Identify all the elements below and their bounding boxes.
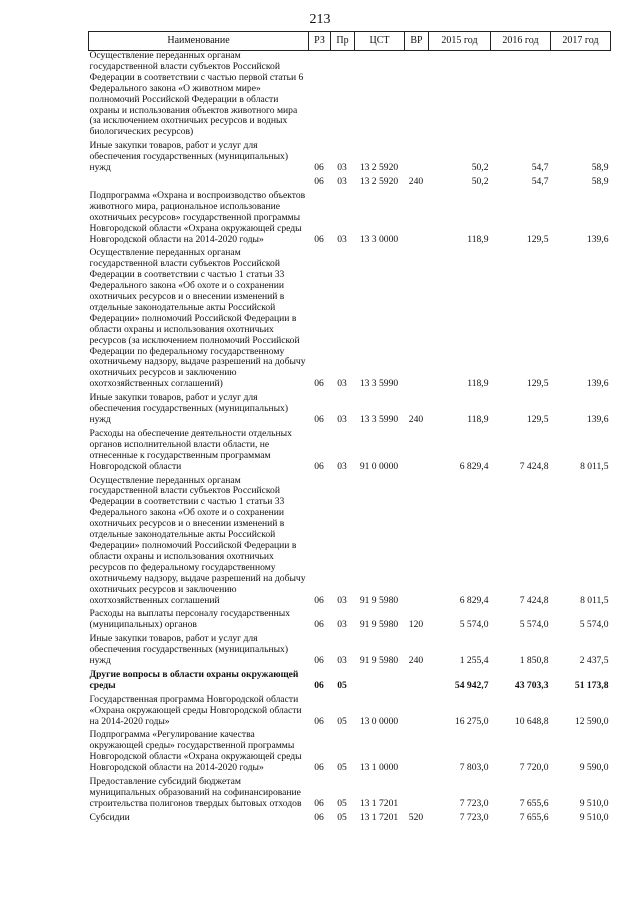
- header-cst: ЦСТ: [355, 32, 405, 51]
- cell-cst: 13 1 0000: [359, 762, 399, 774]
- cell-rz: 06: [314, 162, 324, 174]
- cell-name: Иные закупки товаров, работ и услуг для обеспечения государственных (муниципальных) нужд: [89, 633, 289, 667]
- cell-pr: 05: [337, 797, 347, 809]
- cell-name: [89, 177, 309, 191]
- cell-rz: 06: [314, 715, 324, 727]
- cell-name: Расходы на выплаты персоналу государственных (муниципальных) органов: [89, 608, 291, 631]
- table-row: [89, 476, 611, 610]
- cell-2015: 5 574,0: [459, 619, 489, 631]
- cell-vr: [405, 429, 429, 476]
- table-row: [89, 777, 611, 813]
- cell-rz: 06: [314, 619, 324, 631]
- cell-name: Подпрограмма «Охрана и воспроизводство объектов животного мира, рациональное использование охотничьих ресурсов» государственной программы Новгородской области «Охрана окружающей среды Новгородской области на 2014-2020 годы»: [89, 189, 306, 245]
- cell-rz: 06: [314, 594, 324, 606]
- cell-cst: 91 9 5980: [359, 594, 399, 606]
- cell-vr: 120: [408, 619, 424, 631]
- cell-2015: 118,9: [467, 414, 489, 425]
- cell-rz: 06: [314, 679, 324, 691]
- cell-rz: 06: [314, 233, 324, 245]
- cell-2017: 2 437,5: [579, 655, 609, 667]
- table-body: [89, 51, 611, 827]
- cell-2017: 58,9: [591, 162, 609, 174]
- cell-pr: 03: [337, 460, 347, 472]
- cell-cst: 91 9 5980: [359, 619, 399, 631]
- cell-2015: 54 942,7: [454, 679, 489, 691]
- cell-2017: 9 590,0: [579, 762, 609, 774]
- table-row: [89, 191, 611, 249]
- cell-2017: 9 510,0: [579, 811, 609, 823]
- cell-pr: [331, 51, 355, 142]
- header-name: Наименование: [89, 32, 309, 51]
- cell-vr: 240: [408, 655, 424, 667]
- cell-2017: 8 011,5: [580, 460, 609, 472]
- cell-2015: 7 723,0: [459, 797, 489, 809]
- cell-name: Осуществление переданных органам государственной власти субъектов Российской Федерации в соответствии с частью первой статьи 6 Федерального закона «О животном мире» полномочий Российской Федерации в области охраны и использования объектов животного мира (за исключением охотничьих ресурсов и водных биологических ресурсов): [89, 50, 304, 138]
- cell-2016: 54,7: [531, 175, 549, 187]
- table-row: [89, 813, 611, 827]
- cell-2016: 7 655,6: [519, 811, 549, 823]
- cell-2015: 118,9: [467, 378, 489, 390]
- cell-vr: [405, 730, 429, 777]
- table-row: [89, 609, 611, 634]
- cell-2016: 7 720,0: [519, 762, 549, 774]
- cell-2016: 129,5: [526, 414, 549, 425]
- cell-rz: 06: [314, 655, 324, 667]
- table-row: [89, 429, 611, 476]
- page-number: 213: [309, 12, 331, 27]
- cell-cst: 13 2 5920: [359, 175, 399, 187]
- cell-2017: 58,9: [591, 175, 609, 187]
- cell-2017: 139,6: [586, 233, 609, 245]
- cell-2017: 5 574,0: [579, 619, 609, 631]
- cell-2017: 139,6: [586, 414, 609, 425]
- cell-vr: 240: [408, 414, 424, 425]
- cell-2015: 118,9: [467, 233, 489, 245]
- cell-2015: 50,2: [471, 175, 489, 187]
- cell-name: Государственная программа Новгородской области «Охрана окружающей среды Новгородской области на 2014-2020 годы»: [89, 693, 302, 727]
- cell-2017: 9 510,0: [579, 797, 609, 809]
- cell-cst: 91 9 5980: [359, 655, 399, 667]
- cell-vr: [405, 191, 429, 249]
- header-2015: 2015 год: [429, 32, 491, 51]
- cell-2016: 7 424,8: [519, 594, 549, 606]
- cell-2016: 129,5: [526, 233, 549, 245]
- cell-name: Расходы на обеспечение деятельности отдельных органов исполнительной власти области, не отнесенные к государственным программам Новгородской области: [89, 427, 292, 472]
- cell-2017: 139,6: [586, 378, 609, 390]
- cell-vr: 520: [408, 811, 424, 823]
- table-header-row: [89, 32, 611, 51]
- table-row: [89, 141, 611, 177]
- cell-name: Иные закупки товаров, работ и услуг для обеспечения государственных (муниципальных) нужд: [89, 392, 289, 425]
- cell-vr: [405, 695, 429, 731]
- cell-pr: 03: [337, 378, 347, 390]
- cell-2017: 12 590,0: [574, 715, 609, 727]
- cell-pr: 03: [337, 655, 347, 667]
- cell-2015: 1 255,4: [459, 655, 489, 667]
- header-rz: РЗ: [309, 32, 331, 51]
- cell-pr: 05: [337, 715, 347, 727]
- cell-2016: 7 424,8: [519, 460, 549, 472]
- cell-name: Подпрограмма «Регулирование качества окружающей среды» государственной программы Новгородской области «Охрана окружающей среды Новгородской области на 2014-2020 годы»: [89, 729, 302, 774]
- cell-2016: [491, 51, 551, 142]
- cell-2016: 54,7: [531, 162, 549, 174]
- cell-cst: [355, 51, 405, 142]
- cell-pr: 05: [337, 811, 347, 823]
- cell-pr: 03: [337, 233, 347, 245]
- cell-name: Предоставление субсидий бюджетам муниципальных образований на софинансирование строительства полигонов твердых бытовых отходов: [89, 776, 302, 809]
- cell-pr: 05: [337, 679, 347, 691]
- cell-cst: [355, 670, 405, 695]
- cell-vr: [405, 476, 429, 610]
- cell-2017: [551, 51, 611, 142]
- cell-vr: [405, 51, 429, 142]
- table-row: [89, 730, 611, 777]
- cell-2016: 43 703,3: [514, 679, 549, 691]
- cell-2016: 129,5: [526, 378, 549, 390]
- table-row: [89, 393, 611, 429]
- cell-2015: 7 803,0: [459, 762, 489, 774]
- cell-rz: 06: [314, 811, 324, 823]
- cell-cst: 91 0 0000: [359, 460, 399, 472]
- cell-2017: 51 173,8: [574, 679, 609, 691]
- cell-2015: 7 723,0: [459, 811, 489, 823]
- table-row: [89, 634, 611, 670]
- cell-cst: 13 3 5990: [359, 378, 399, 390]
- cell-rz: 06: [314, 414, 324, 425]
- cell-2016: 10 648,8: [514, 715, 549, 727]
- cell-pr: 03: [337, 162, 347, 174]
- cell-name: Иные закупки товаров, работ и услуг для обеспечения государственных (муниципальных) нужд: [89, 140, 289, 174]
- cell-rz: 06: [314, 460, 324, 472]
- cell-2016: 7 655,6: [519, 797, 549, 809]
- header-2016: 2016 год: [491, 32, 551, 51]
- cell-pr: 03: [337, 175, 347, 187]
- cell-vr: [405, 248, 429, 393]
- cell-pr: 03: [337, 414, 347, 425]
- cell-name: Другие вопросы в области охраны окружающей среды: [89, 668, 299, 691]
- cell-pr: 03: [337, 594, 347, 606]
- cell-vr: [405, 777, 429, 813]
- cell-name: Осуществление переданных органам государственной власти субъектов Российской Федерации в соответствии с частью 1 статьи 33 Федерального закона «Об охоте и о сохранении охотничьих ресурсов и о внесении изменений в отдельные законодательные акты Российской Федерации» полномочий Российской Федерации в области охраны и использования охотничьих ресурсов по федеральному государственному охотничьему надзору, выдаче разрешений на добычу охотничьих ресурсов и заключению охотхозяйственных соглашений: [89, 474, 306, 606]
- budget-table: [88, 31, 611, 827]
- cell-rz: 06: [314, 797, 324, 809]
- table-row: [89, 51, 611, 142]
- cell-2015: 16 275,0: [454, 715, 489, 727]
- table-row: [89, 248, 611, 393]
- cell-name: Субсидии: [89, 811, 130, 823]
- cell-cst: 13 0 0000: [359, 715, 399, 727]
- cell-vr: 240: [408, 175, 424, 187]
- cell-2015: [429, 51, 491, 142]
- header-pr: Пр: [331, 32, 355, 51]
- cell-2016: 1 850,8: [519, 655, 549, 667]
- cell-rz: [309, 51, 331, 142]
- cell-vr: [405, 141, 429, 177]
- cell-vr: [405, 670, 429, 695]
- cell-2017: 8 011,5: [580, 594, 609, 606]
- cell-pr: 03: [337, 619, 347, 631]
- table-row: [89, 670, 611, 695]
- header-vr: ВР: [405, 32, 429, 51]
- cell-cst: 13 1 7201: [359, 811, 399, 823]
- cell-cst: 13 2 5920: [359, 162, 399, 174]
- cell-2015: 6 829,4: [459, 594, 489, 606]
- cell-cst: 13 3 0000: [359, 233, 399, 245]
- cell-2016: 5 574,0: [519, 619, 549, 631]
- cell-cst: 13 1 7201: [359, 797, 399, 809]
- cell-2015: 6 829,4: [459, 460, 489, 472]
- cell-cst: 13 3 5990: [359, 414, 399, 425]
- header-2017: 2017 год: [551, 32, 611, 51]
- cell-name: Осуществление переданных органам государственной власти субъектов Российской Федерации в соответствии с частью 1 статьи 33 Федерального закона «Об охоте и о сохранении охотничьих ресурсов и о внесении изменений в отдельные законодательные акты Российской Федерации» полномочий Российской Федерации в области охраны и использования охотничьих ресурсов (за исключением полномочий Российской Федерации по федеральному государственному охотничьему надзору, выдаче разрешений на добычу охотничьих ресурсов и заключению охотхозяйственных соглашений): [89, 247, 306, 390]
- cell-pr: 05: [337, 762, 347, 774]
- cell-2015: 50,2: [471, 162, 489, 174]
- cell-rz: 06: [314, 175, 324, 187]
- table-row: [89, 177, 611, 191]
- cell-rz: 06: [314, 762, 324, 774]
- cell-rz: 06: [314, 378, 324, 390]
- table-row: [89, 695, 611, 731]
